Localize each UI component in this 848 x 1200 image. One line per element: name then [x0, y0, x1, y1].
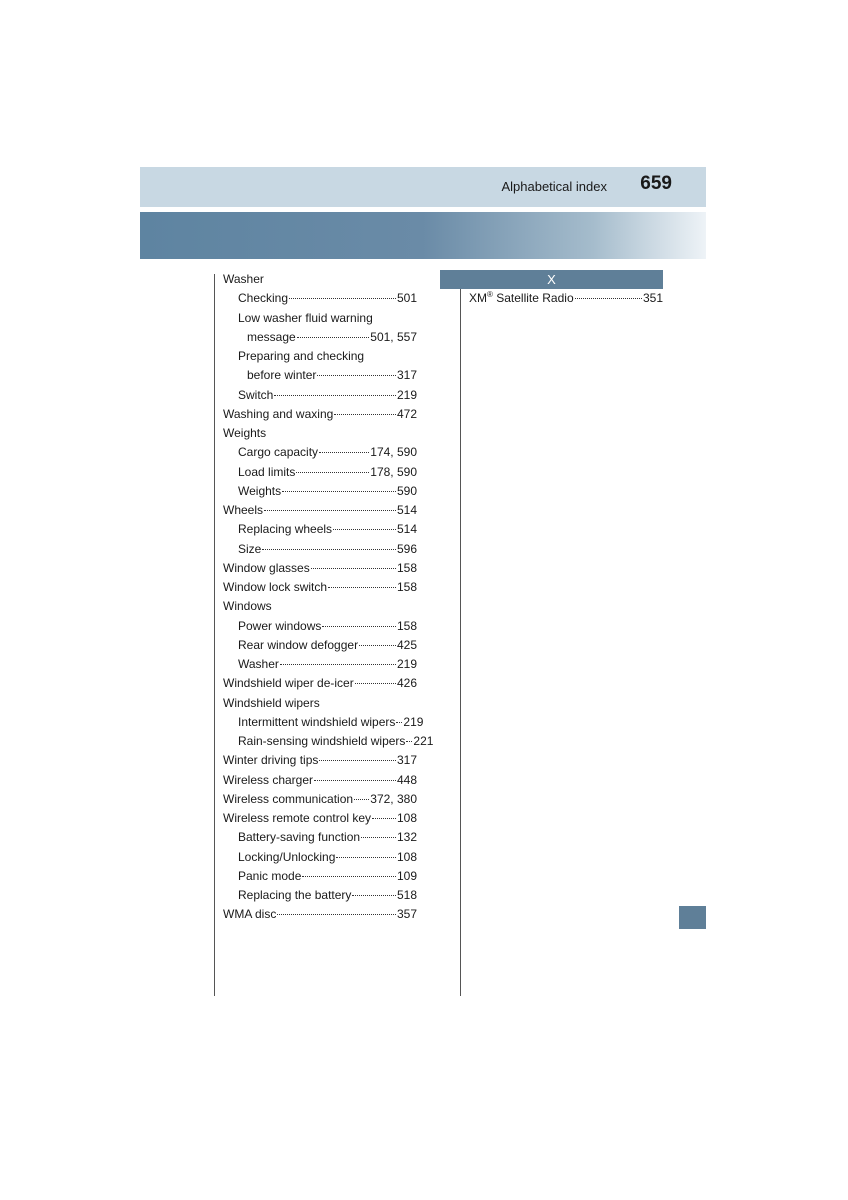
index-term: Wireless communication [223, 791, 354, 806]
index-pages: 317 [396, 368, 417, 383]
index-term: Windshield wipers [223, 695, 320, 710]
leader-dots [282, 491, 396, 492]
leader-dots [372, 818, 396, 819]
leader-dots [334, 414, 396, 415]
index-term: Switch [238, 387, 274, 402]
index-entry[interactable] [223, 828, 417, 847]
index-entry[interactable] [223, 809, 417, 828]
index-entry [223, 597, 417, 616]
index-entry[interactable] [223, 732, 434, 751]
leader-dots [289, 298, 396, 299]
index-column-left [223, 270, 434, 925]
header-band [140, 167, 706, 207]
index-entry [223, 424, 417, 443]
column-divider-right [460, 274, 461, 996]
leader-dots [311, 568, 396, 569]
index-term: Checking [238, 291, 289, 306]
index-pages: 219 [396, 387, 417, 402]
index-pages: 590 [396, 483, 417, 498]
index-pages: 174, 590 [370, 445, 417, 460]
index-pages: 514 [396, 522, 417, 537]
index-term: Replacing the battery [238, 888, 352, 902]
index-entry[interactable] [223, 463, 417, 482]
leader-dots [575, 298, 642, 299]
index-term: Wheels [223, 503, 264, 517]
index-term: message [247, 329, 296, 344]
leader-dots [359, 645, 396, 646]
index-term: Window lock switch [223, 580, 328, 594]
index-pages: 178, 590 [370, 464, 417, 479]
index-entry[interactable] [223, 501, 417, 520]
index-term: Rain-sensing windshield wipers [238, 734, 406, 748]
index-term: Window glasses [223, 560, 310, 575]
index-pages: 472 [396, 406, 417, 421]
index-term: Wireless charger [223, 772, 314, 787]
index-entry[interactable] [223, 366, 417, 385]
index-entry[interactable] [223, 636, 417, 655]
leader-dots [264, 510, 396, 511]
index-entry [223, 309, 417, 328]
index-term: Cargo capacity [238, 445, 319, 460]
index-entry [223, 347, 417, 366]
leader-dots [352, 895, 396, 896]
index-pages: 158 [396, 618, 417, 633]
index-entry[interactable] [223, 617, 417, 636]
index-entry[interactable] [223, 520, 417, 539]
index-term: Washer [238, 657, 279, 671]
leader-dots [314, 780, 396, 781]
index-term: Panic mode [238, 868, 302, 883]
index-term: Washing and waxing [223, 406, 334, 421]
index-entry[interactable] [469, 289, 663, 308]
index-pages: 108 [396, 849, 417, 864]
leader-dots [297, 337, 370, 338]
index-term: Load limits [238, 464, 296, 479]
leader-dots [262, 549, 396, 550]
index-pages: 158 [396, 580, 417, 594]
index-pages: 132 [396, 830, 417, 845]
index-pages: 514 [396, 503, 417, 517]
leader-dots [406, 741, 412, 742]
index-term: Preparing and checking [238, 349, 365, 363]
leader-dots [319, 452, 369, 453]
index-entry[interactable] [223, 905, 417, 924]
index-pages: 501, 557 [370, 329, 417, 344]
index-entry [223, 270, 417, 289]
index-term: XM® Satellite Radio [469, 290, 574, 305]
leader-dots [336, 857, 396, 858]
index-entry[interactable] [223, 386, 417, 405]
index-term: Rear window defogger [238, 637, 359, 652]
index-entry[interactable] [223, 713, 424, 732]
index-pages: 372, 380 [370, 791, 417, 806]
index-pages: 221 [413, 734, 434, 748]
index-term: Replacing wheels [238, 522, 333, 537]
column-divider-left [214, 274, 215, 996]
index-term: Washer [223, 272, 264, 286]
index-pages: 518 [396, 888, 417, 902]
index-term: Weights [223, 426, 267, 440]
letter-heading-x: X [440, 270, 663, 289]
index-entry[interactable] [223, 674, 417, 693]
index-term: before winter [247, 368, 317, 383]
section-title: Alphabetical index [501, 179, 607, 194]
index-entry[interactable] [223, 655, 417, 674]
leader-dots [322, 626, 396, 627]
index-term: Windshield wiper de-icer [223, 676, 354, 691]
leader-dots [274, 395, 396, 396]
index-entry[interactable] [223, 289, 417, 308]
index-entry[interactable] [223, 578, 417, 597]
leader-dots [354, 799, 369, 800]
leader-dots [396, 722, 402, 723]
leader-dots [333, 529, 396, 530]
index-pages: 317 [396, 753, 417, 768]
index-entry[interactable] [223, 848, 417, 867]
index-term: WMA disc [223, 907, 277, 922]
index-entry[interactable] [223, 328, 417, 347]
index-term: Battery-saving function [238, 830, 361, 845]
index-entry[interactable] [223, 771, 417, 790]
chapter-edge-tab [679, 906, 706, 929]
index-pages: 158 [396, 560, 417, 575]
index-term: Wireless remote control key [223, 811, 372, 825]
index-pages: 596 [396, 541, 417, 556]
leader-dots [296, 472, 369, 473]
index-entry[interactable] [223, 482, 417, 501]
index-pages: 425 [396, 637, 417, 652]
leader-dots [319, 760, 396, 761]
index-entry[interactable] [223, 751, 417, 770]
index-entry[interactable] [223, 790, 417, 809]
index-entry[interactable] [223, 405, 417, 424]
index-term: Intermittent windshield wipers [238, 714, 396, 729]
index-pages: 426 [396, 676, 417, 691]
index-entry [223, 694, 417, 713]
leader-dots [280, 664, 396, 665]
leader-dots [355, 683, 396, 684]
index-term: Power windows [238, 618, 322, 633]
index-pages: 351 [642, 291, 663, 305]
index-entry[interactable] [223, 867, 417, 886]
index-term: Low washer fluid warning [238, 310, 373, 325]
index-term: Windows [223, 599, 272, 614]
index-term: Weights [238, 483, 282, 498]
index-entry[interactable] [223, 443, 417, 462]
index-term: Winter driving tips [223, 753, 319, 768]
index-pages: 448 [396, 772, 417, 787]
leader-dots [317, 375, 396, 376]
index-pages: 108 [396, 811, 417, 825]
leader-dots [328, 587, 396, 588]
index-pages: 357 [396, 907, 417, 922]
page-number: 659 [640, 173, 672, 194]
index-pages: 219 [396, 657, 417, 671]
leader-dots [277, 914, 396, 915]
index-term: Locking/Unlocking [238, 849, 336, 864]
index-entry[interactable] [223, 886, 417, 905]
index-pages: 219 [403, 714, 424, 729]
index-entry[interactable] [223, 540, 417, 559]
index-pages: 501 [396, 291, 417, 306]
leader-dots [361, 837, 396, 838]
decorative-gradient-band [140, 212, 706, 259]
leader-dots [302, 876, 396, 877]
index-term: Size [238, 541, 262, 556]
index-pages: 109 [396, 868, 417, 883]
index-column-right [469, 289, 663, 308]
index-entry[interactable] [223, 559, 417, 578]
